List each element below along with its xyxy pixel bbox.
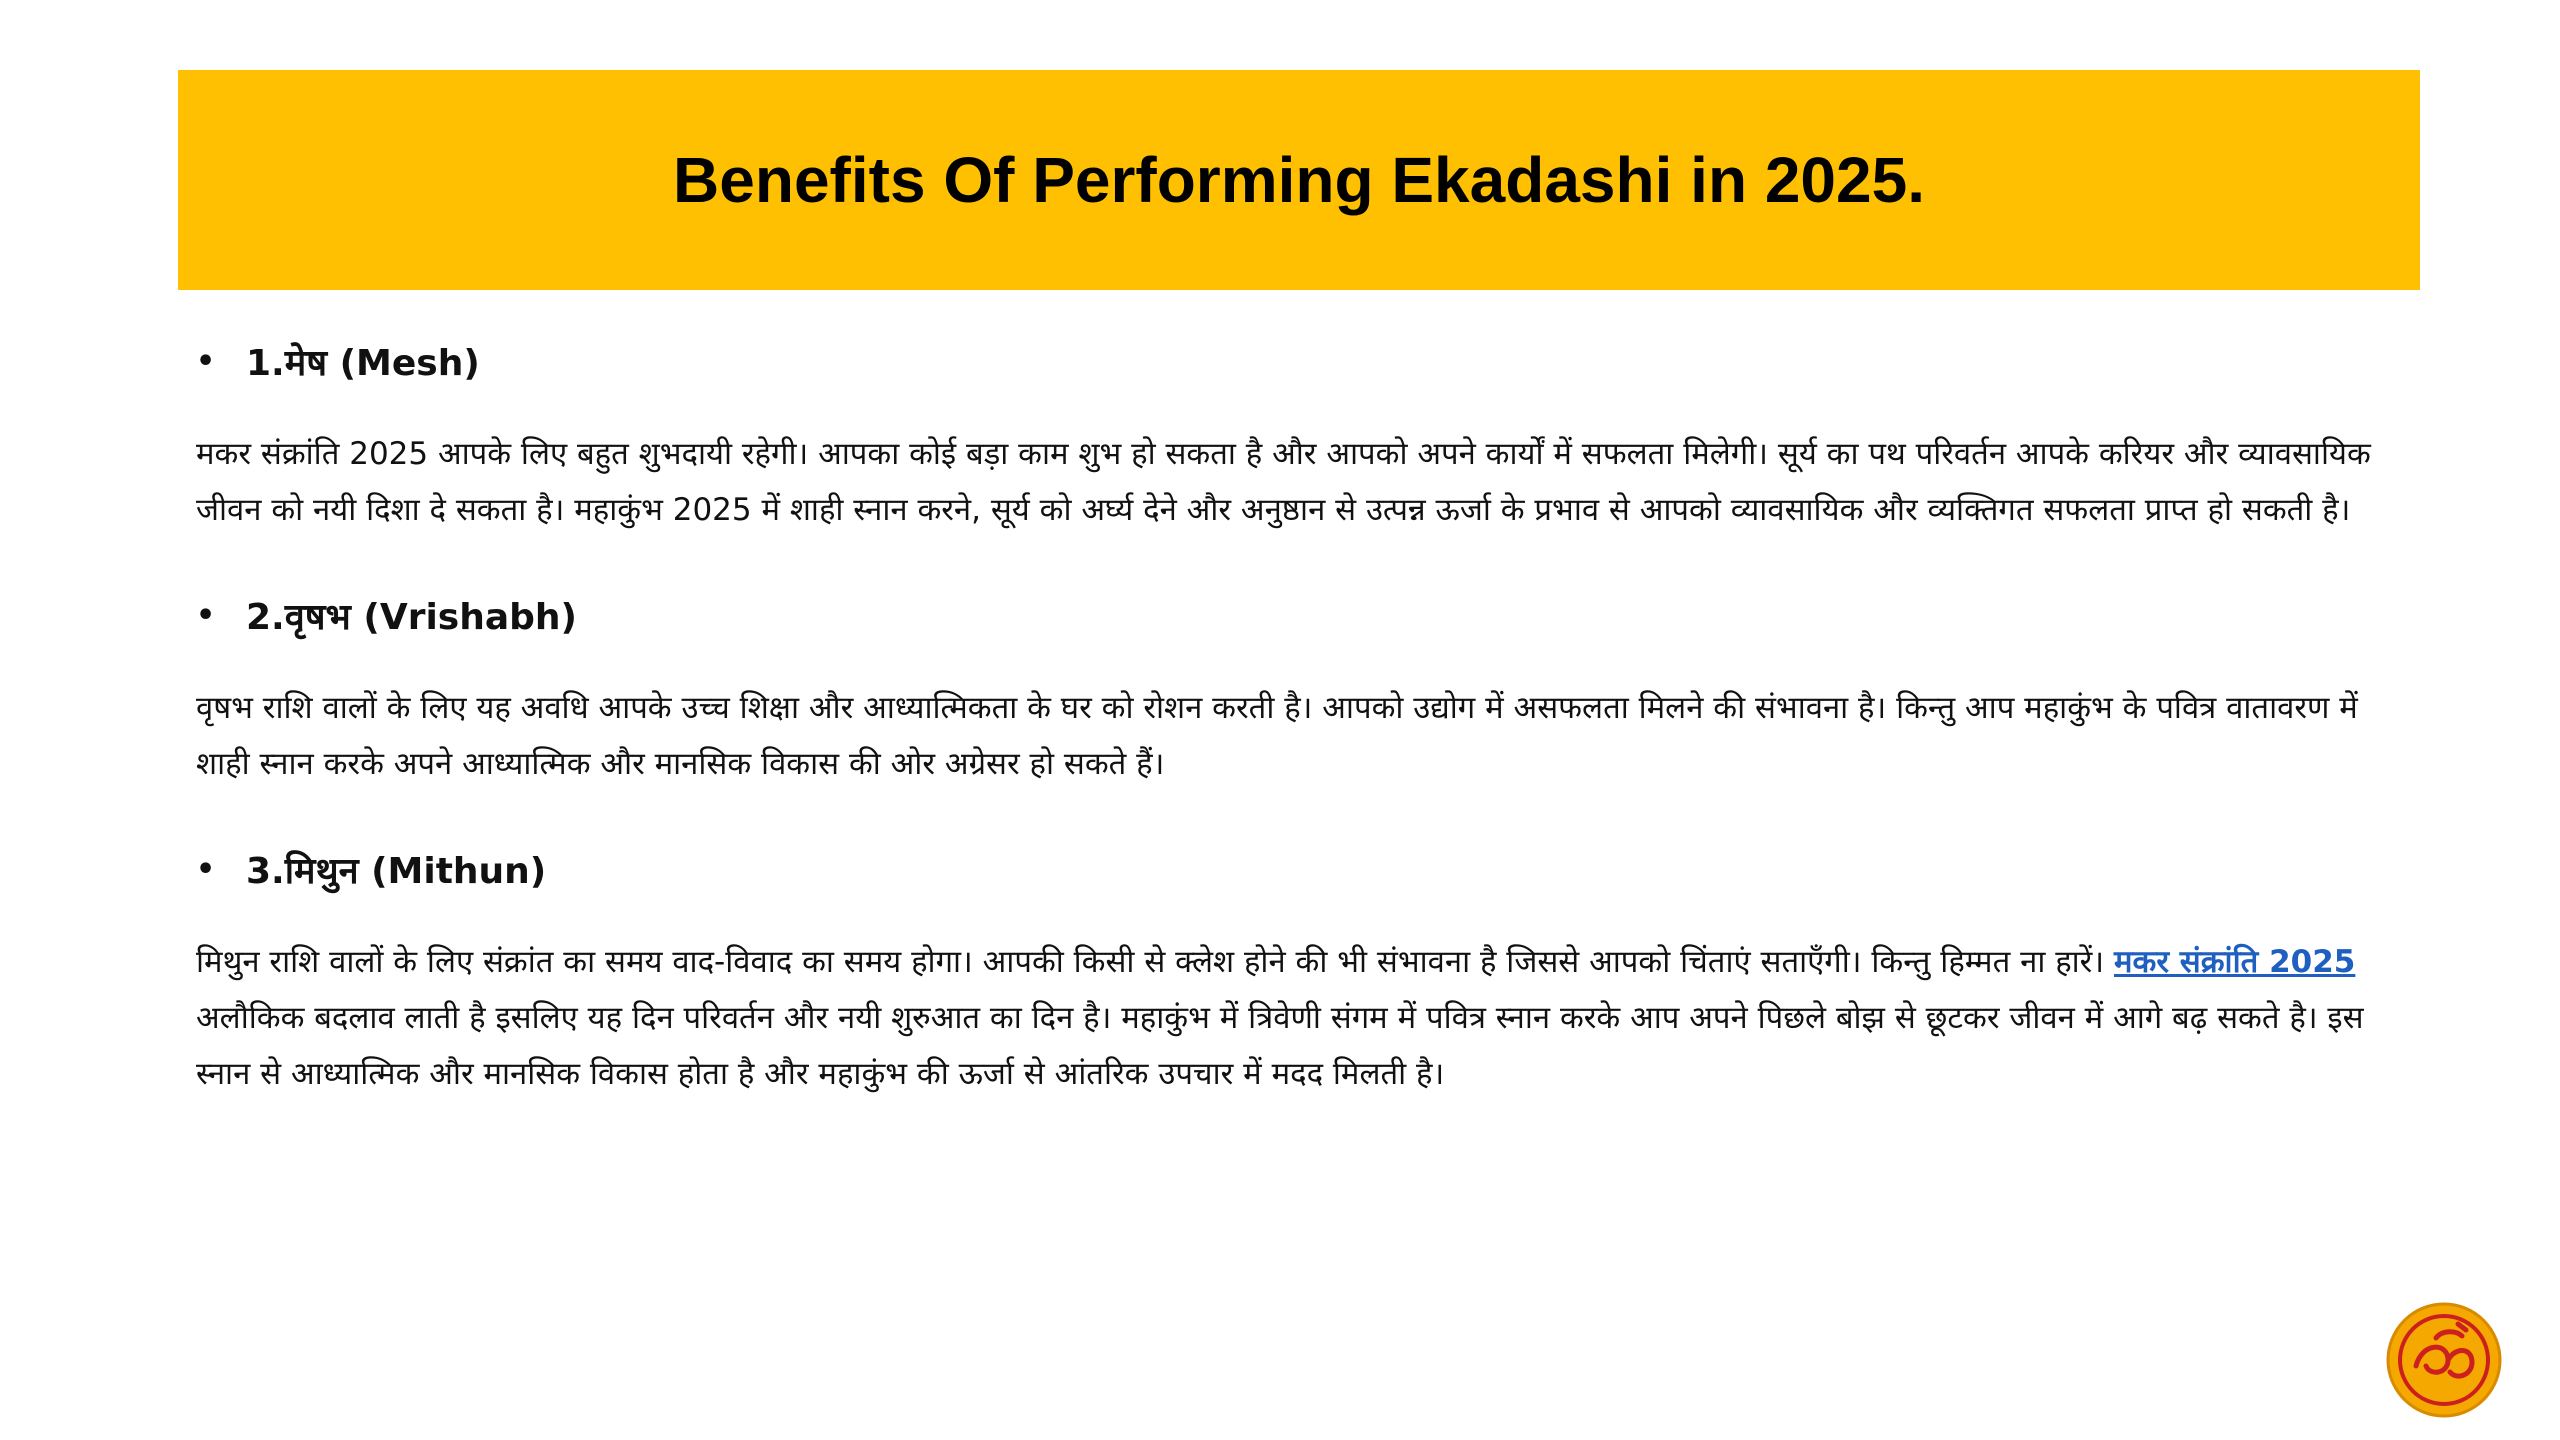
section-mesh xyxy=(196,318,2396,538)
bullet-icon: • xyxy=(196,597,216,633)
heading-label: 1.मेष (Mesh) xyxy=(246,342,480,384)
content-area xyxy=(196,318,2396,1136)
title-banner xyxy=(178,70,2420,290)
heading-label: 2.वृषभ (Vrishabh) xyxy=(246,596,577,638)
section-heading xyxy=(196,826,2396,912)
paragraph-text-after: अलौकिक बदलाव लाती है इसलिए यह दिन परिवर्तन और नयी शुरुआत का दिन है। महाकुंभ में त्रिवेणी संगम में पवित्र स्नान करके आप अपने पिछले बोझ से छूटकर जीवन में आगे बढ़ सकते है। इस स्नान से आध्यात्मिक और मानसिक विकास होता है और महाकुंभ की ऊर्जा से आंतरिक उपचार में मदद मिलती है। xyxy=(196,1000,2364,1092)
bullet-icon: • xyxy=(196,851,216,887)
logo-graphic xyxy=(2386,1302,2502,1418)
heading-label: 3.मिथुन (Mithun) xyxy=(246,850,547,892)
section-heading xyxy=(196,318,2396,404)
section-vrishabh xyxy=(196,572,2396,792)
section-paragraph: मकर संक्रांति 2025 आपके लिए बहुत शुभदायी रहेगी। आपका कोई बड़ा काम शुभ हो सकता है और आपको अपने कार्यों में सफलता मिलेगी। सूर्य का पथ परिवर्तन आपके करियर और व्यावसायिक जीवन को नयी दिशा दे सकता है। महाकुंभ 2025 में शाही स्नान करने, सूर्य को अर्घ्य देने और अनुष्ठान से उत्पन्न ऊर्जा के प्रभाव से आपको व्यावसायिक और व्यक्तिगत सफलता प्राप्त हो सकती है। xyxy=(196,436,2371,528)
bullet-icon: • xyxy=(196,343,216,379)
section-mithun xyxy=(196,826,2396,1102)
om-logo-icon[interactable] xyxy=(2386,1302,2502,1418)
section-heading xyxy=(196,572,2396,658)
section-paragraph: वृषभ राशि वालों के लिए यह अवधि आपके उच्च शिक्षा और आध्यात्मिकता के घर को रोशन करती है। आपको उद्योग में असफलता मिलने की संभावना है। किन्तु आप महाकुंभ के पवित्र वातावरण में शाही स्नान करके अपने आध्यात्मिक और मानसिक विकास की ओर अग्रेसर हो सकते हैं। xyxy=(196,690,2358,782)
makar-sankranti-link[interactable]: मकर संक्रांति 2025 xyxy=(2113,944,2356,980)
paragraph-text-before: मिथुन राशि वालों के लिए संक्रांत का समय वाद-विवाद का समय होगा। आपकी किसी से क्लेश होने की भी संभावना है जिससे आपको चिंताएं सताएँगी। किन्तु हिम्मत ना हारें। xyxy=(196,944,2114,980)
page-title: Benefits Of Performing Ekadashi in 2025. xyxy=(673,144,1925,216)
section-paragraph xyxy=(196,934,2396,1102)
